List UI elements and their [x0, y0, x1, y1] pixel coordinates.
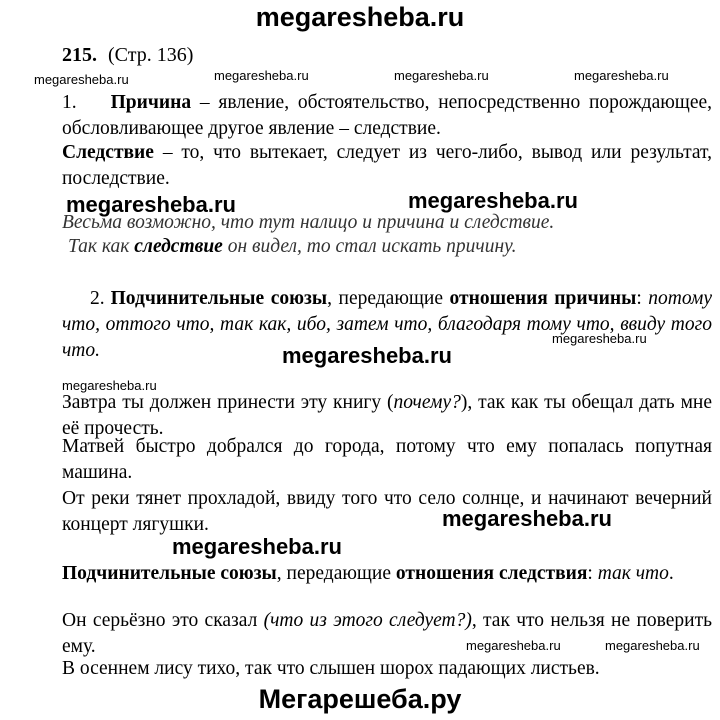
example-sentence-1: Весьма возможно, что тут налицо и причина и следствие. — [62, 212, 555, 233]
example-book: Завтра ты должен принести эту книгу (почему?), так как ты обещал дать мне её прочесть. — [62, 392, 712, 439]
watermark-large: megaresheba.ru — [66, 192, 236, 217]
watermark-large: megaresheba.ru — [282, 343, 452, 368]
site-header: megaresheba.ru — [255, 2, 465, 32]
consequence-conjunction-list: так что — [597, 563, 669, 584]
watermark: megaresheba.ru — [62, 378, 157, 393]
page-reference: (Стр. 136) — [108, 44, 194, 66]
task-number: 215. — [62, 44, 97, 66]
section-2-number: 2. — [90, 288, 105, 309]
definition-cause — [62, 90, 712, 142]
term-consequence: Следствие — [62, 142, 154, 163]
cause-conjunction-list: потому что, оттого что, так как, ибо, затем что, благодаря тому что, ввиду того что. — [62, 288, 712, 361]
example-autumn: В осеннем лису тихо, так что слышен шорох падающих листьев. — [62, 658, 600, 679]
watermark: megaresheba.ru — [574, 68, 669, 83]
watermark-large: megaresheba.ru — [172, 534, 342, 559]
watermark: megaresheba.ru — [394, 68, 489, 83]
example-bold-term: следствие — [134, 236, 223, 257]
section-1-number: 1. — [62, 92, 77, 113]
watermark: megaresheba.ru — [214, 68, 309, 83]
watermark-large: megaresheba.ru — [442, 506, 612, 531]
example-sentence-2: Так как следствие он видел, то стал искать причину. — [68, 236, 517, 257]
definition-consequence — [62, 140, 712, 192]
example-matvey: Матвей быстро добрался до города, потому что ему попалась попутная машина. — [62, 436, 712, 483]
cause-conjunctions: 2. Подчинительные союзы, передающие отношения причины: потому что, оттого что, так как, ибо, затем что, благодаря тому что, ввиду того что. — [62, 288, 712, 361]
cause-definition: – явление, обстоятельство, непосредственно порождающее, обсловливающее другое явление – следствие. — [62, 92, 713, 139]
watermark: megaresheba.ru — [605, 638, 700, 653]
watermark-large: megaresheba.ru — [408, 188, 578, 213]
watermark: megaresheba.ru — [552, 331, 647, 346]
watermark: megaresheba.ru — [466, 638, 561, 653]
consequence-definition: – то, что вытекает, следует из чего-либо, вывод или результат, последствие. — [62, 142, 712, 189]
task-heading — [62, 44, 193, 67]
watermark: megaresheba.ru — [34, 72, 129, 87]
term-cause: Причина — [110, 92, 192, 113]
example-river: От реки тянет прохладой, ввиду того что село солнце, и начинают вечерний концерт лягушки. — [62, 488, 712, 535]
site-footer: Мегарешеба.ру — [258, 684, 462, 714]
consequence-conjunctions: Подчинительные союзы, передающие отношения следствия: так что. — [62, 563, 674, 584]
example-serious: Он серьёзно это сказал (что из этого следует?), так что нельзя не поверить ему. — [62, 610, 712, 657]
